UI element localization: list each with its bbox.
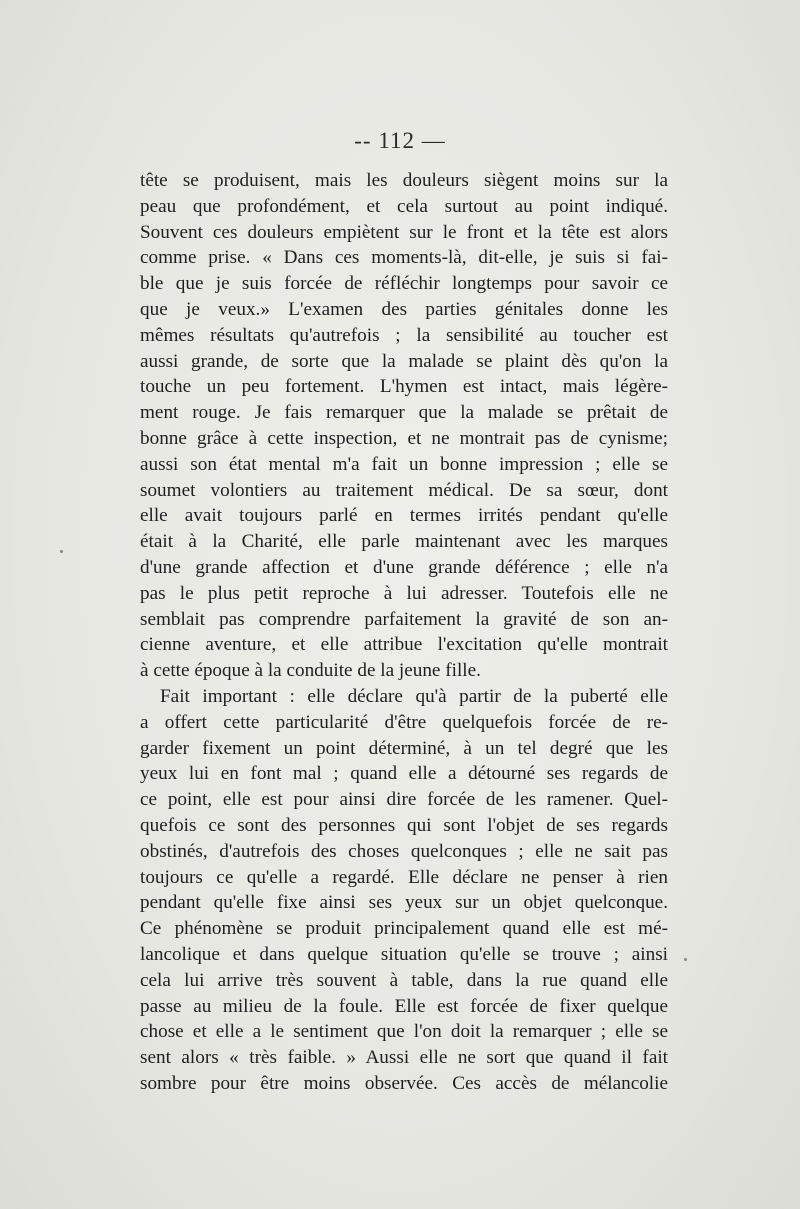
body-text <box>140 168 668 1097</box>
text-line: lancolique et dans quelque situation qu'elle se trouve ; ainsi <box>140 943 668 965</box>
text-line: quefois ce sont des personnes qui sont l'objet de ses regards <box>140 814 668 836</box>
text-line: aussi son état mental m'a fait un bonne impression ; elle se <box>140 453 668 475</box>
text-line: garder fixement un point déterminé, à un tel degré que les <box>140 737 668 759</box>
text-line: d'une grande affection et d'une grande déférence ; elle n'a <box>140 556 668 578</box>
text-line: aussi grande, de sorte que la malade se plaint dès qu'on la <box>140 350 668 372</box>
text-line: peau que profondément, et cela surtout au point indiqué. <box>140 195 668 217</box>
text-line: à cette époque à la conduite de la jeune fille. <box>140 660 481 682</box>
text-line: sent alors « très faible. » Aussi elle ne sort que quand il fait <box>140 1047 668 1069</box>
page-number: -- 112 — <box>354 128 446 153</box>
text-line: Souvent ces douleurs empiètent sur le front et la tête est alors <box>140 221 668 243</box>
text-line: ment rouge. Je fais remarquer que la malade se prêtait de <box>140 402 668 424</box>
paper-speck <box>60 550 63 553</box>
text-line: tête se produisent, mais les douleurs siègent moins sur la <box>140 170 668 191</box>
text-line: ce point, elle est pour ainsi dire forcée de les ramener. Quel- <box>140 789 668 811</box>
text-line: pendant qu'elle fixe ainsi ses yeux sur un objet quelconque. <box>140 892 668 914</box>
text-line: était à la Charité, elle parle maintenant avec les marques <box>140 531 668 553</box>
text-line: mêmes résultats qu'autrefois ; la sensibilité au toucher est <box>140 324 668 346</box>
paragraph-2 <box>140 684 668 1097</box>
text-line: soumet volontiers au traitement médical. De sa sœur, dont <box>140 479 668 501</box>
text-line: que je veux.» L'examen des parties génitales donne les <box>140 298 668 320</box>
text-line: semblait pas comprendre parfaitement la gravité de son an- <box>140 608 668 630</box>
text-line: yeux lui en font mal ; quand elle a détourné ses regards de <box>140 763 668 785</box>
text-line: sombre pour être moins observée. Ces accès de mélancolie <box>140 1072 668 1094</box>
text-line: toujours ce qu'elle a regardé. Elle déclare ne penser à rien <box>140 866 668 888</box>
text-line: passe au milieu de la foule. Elle est forcée de fixer quelque <box>140 995 668 1017</box>
text-line: pas le plus petit reproche à lui adresser. Toutefois elle ne <box>140 582 668 604</box>
text-line: Ce phénomène se produit principalement quand elle est mé- <box>140 918 668 940</box>
text-line: a offert cette particularité d'être quelquefois forcée de re- <box>140 711 668 733</box>
text-line: chose et elle a le sentiment que l'on doit la remarquer ; elle se <box>140 1021 668 1043</box>
text-line: ble que je suis forcée de réfléchir longtemps pour savoir ce <box>140 273 668 295</box>
text-line: elle avait toujours parlé en termes irrités pendant qu'elle <box>140 505 668 527</box>
text-line: cienne aventure, et elle attribue l'excitation qu'elle montrait <box>140 634 668 656</box>
text-line: bonne grâce à cette inspection, et ne montrait pas de cynisme; <box>140 427 668 449</box>
text-line: Fait important : elle déclare qu'à partir de la puberté elle <box>160 685 668 707</box>
paragraph-1 <box>140 168 668 684</box>
text-line: cela lui arrive très souvent à table, dans la rue quand elle <box>140 969 668 991</box>
text-line: comme prise. « Dans ces moments-là, dit-elle, je suis si fai- <box>140 247 668 269</box>
paper-speck <box>684 958 687 961</box>
text-line: obstinés, d'autrefois des choses quelconques ; elle ne sait pas <box>140 840 668 862</box>
text-line: touche un peu fortement. L'hymen est intact, mais légère- <box>140 376 668 398</box>
